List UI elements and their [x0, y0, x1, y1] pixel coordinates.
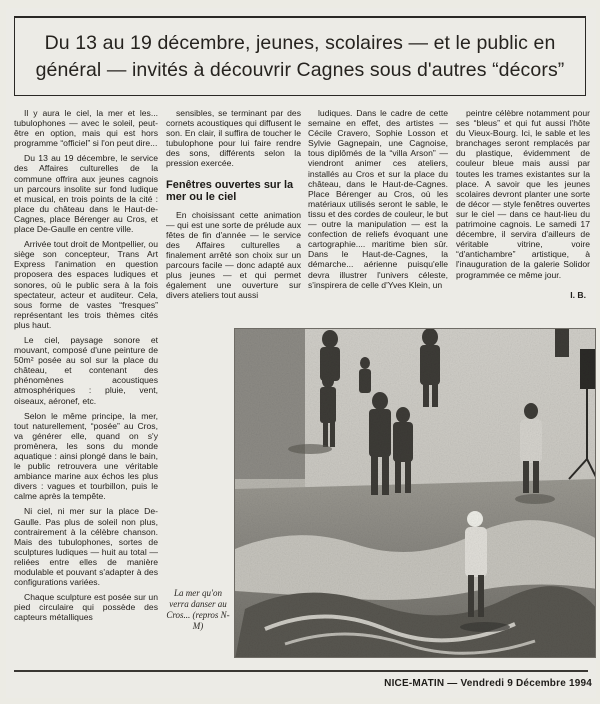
publication-footer: NICE-MATIN — Vendredi 9 Décembre 1994 — [384, 678, 592, 689]
article-column-1 — [14, 108, 158, 623]
article-column-4 — [456, 108, 590, 300]
newspaper-clipping — [6, 8, 596, 698]
column-3-paragraph: ludiques. Dans le cadre de cette semaine en effet, des artistes — Cécile Cravero, Sophie Losson et Sylvie Gagnepain, une Cagnoise, tous diplômés de la “villa Arson” — viendront animer ces ateliers, installés au Cros et sur la place du château, dans le Haut-de-Cagnes. Place Bérenger au Cros, où les matériaux utilisés seront le sable, le tissu et des cordes de couleur, le but — outre la manipulation — est la confection de reliefs évoquant une cartographie.... maritime bien sûr. Dans le Haut-de-Cagnes, la démarche... aérienne puisqu'elle devra illustrer l'univers céleste, s'inspirera de celle d'Yves Klein, un — [308, 108, 448, 290]
news-photo-image — [235, 329, 596, 658]
byline: I. B. — [570, 289, 586, 300]
column-1-paragraph: Le ciel, paysage sonore et mouvant, composé d'une peinture de 50m² posée au sol sur la place du château, et contenant des phénomènes acoustiques atmosphériques : pluie, vent, oiseaux, aéronef, etc. — [14, 334, 158, 406]
headline: Du 13 au 19 décembre, jeunes, scolaires — et le public en général — invités à découvrir Cagnes sous d'autres “décors” — [35, 31, 565, 81]
column-2b-paragraph: En choisissant cette animation — qui est une sorte de prélude aux fêtes de fin d'année — le service des Affaires culturelles a finalement arrêté son choix sur un parcours facile — donc adapté aux plus jeunes — et qui permet également une ouverture sur divers ateliers tout aussi — [166, 209, 301, 301]
column-1-paragraph: Ni ciel, ni mer sur la place De-Gaulle. Pas plus de soleil non plus, contrairement à la célèbre chanson. Mais des tubulophones, sortes de sculptures ludiques — huit au total — reliées entre elles de manière modulable et pouvant s'adapter à des configurations variées. — [14, 506, 158, 588]
news-photo — [234, 328, 596, 658]
column-1-paragraph: Arrivée tout droit de Montpellier, ou siège son concepteur, Trans Art Express l'animation en question proposera des espaces ludiques et sonores, où le public sera à la fois spectateur, acteur et auditeur. Cela, sous forme de vastes “fresques” représentant les trois thèmes cités plus haut. — [14, 239, 158, 330]
article-column-3 — [308, 108, 448, 290]
subheading: Fenêtres ouvertes sur la mer ou le ciel — [166, 178, 294, 204]
column-1-paragraph: Du 13 au 19 décembre, le service des Affaires culturelles de la commune offrira aux jeunes cagnois un parcours insolite sur fond ludique et musical, en trois points de la cité : place du château dans le Haut-de-Cagnes, place Bérenger au Cros, et place De-Gaulle en centre ville. — [14, 153, 158, 235]
column-4-paragraph: peintre célèbre notamment pour ses “bleus” et qui fut aussi l'hôte du Vieux-Bourg. Ici, le sable et les branchages seront remplacés par du plastique, évidemment de couleur bleue mais aussi par toutes les trames existantes sur la place. A savoir que les jeunes scolaires devront planter une sorte de décor — style fenêtres ouvertes sur le ciel — dans ce haut-lieu du patrimoine cagnois. Le samedi 17 décembre, il servira d'ailleurs de véritable vitrine, voire “d'antichambre” artistique, à l'inauguration de la galerie Solidor programmée ce même jour. — [456, 108, 590, 280]
article-column-2 — [166, 108, 301, 300]
column-1-paragraph: Selon le même principe, la mer, tout naturellement, “posée” au Cros, va générer elle, quand on s'y promènera, les sons du monde aquatique : ainsi plongé dans le bain, le public retrouvera une véritable ambiance marine aux échos les plus divers : vagues et tourbillon, puis le calme après la tempête. — [14, 410, 158, 502]
footer-rule — [14, 670, 588, 672]
headline-box — [14, 16, 586, 96]
column-2-paragraph: sensibles, se terminant par des cornets acoustiques qui diffusent le son. En clair, il suffira de toucher le tubulophone pour lui faire rendre des sons, différents selon la pression exercée. — [166, 108, 301, 169]
column-1-paragraph: Il y aura le ciel, la mer et les... tubulophones — avec le soleil, peut-être en option, mais qui est hors programme “officiel” si l'on peut dire... — [14, 108, 158, 149]
column-1-paragraph: Chaque sculpture est posée sur un pied circulaire qui possède des capteurs métalliques — [14, 592, 158, 623]
photo-caption: La mer qu'on verra danser au Cros... (repros N-M) — [166, 588, 230, 631]
